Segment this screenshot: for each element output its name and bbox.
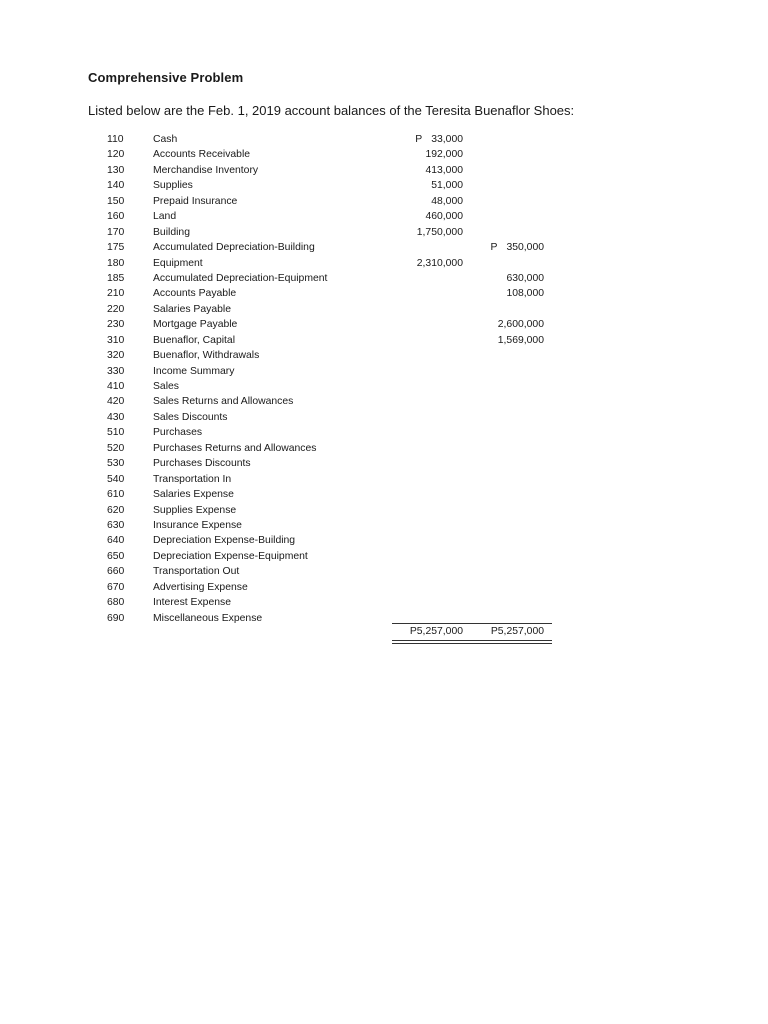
- debit-value: 413,000: [425, 164, 463, 176]
- account-row: [0, 580, 768, 595]
- document-intro: Listed below are the Feb. 1, 2019 account balances of the Teresita Buenaflor Shoes:: [88, 103, 575, 118]
- account-code: 310: [107, 334, 125, 346]
- account-code: 320: [107, 350, 125, 362]
- account-debit: [425, 209, 463, 224]
- account-row: [0, 194, 768, 209]
- account-code: 420: [107, 396, 125, 408]
- account-row: [0, 503, 768, 518]
- account-code: 130: [107, 164, 125, 176]
- credit-value: 630,000: [506, 272, 544, 284]
- account-name: Merchandise Inventory: [153, 164, 259, 176]
- account-row: [0, 225, 768, 240]
- debit-value: 48,000: [431, 195, 463, 207]
- account-code: 660: [107, 566, 125, 578]
- debit-value: 192,000: [425, 149, 463, 161]
- account-code: 630: [107, 519, 125, 531]
- account-code: 530: [107, 458, 125, 470]
- account-name: Income Summary: [153, 365, 235, 377]
- account-row: [0, 487, 768, 502]
- account-row: [0, 286, 768, 301]
- account-name: Supplies Expense: [153, 504, 237, 516]
- account-name: Salaries Payable: [153, 303, 231, 315]
- debit-value: 51,000: [431, 180, 463, 192]
- account-row: [0, 410, 768, 425]
- account-credit: [491, 240, 545, 255]
- totals-double-rule-2: [392, 643, 552, 644]
- account-code: 210: [107, 288, 125, 300]
- account-row: [0, 441, 768, 456]
- account-credit: [506, 286, 544, 301]
- account-code: 175: [107, 242, 125, 254]
- debit-value: 33,000: [431, 134, 463, 145]
- account-code: 510: [107, 427, 125, 439]
- account-row: [0, 533, 768, 548]
- account-row: [0, 163, 768, 178]
- account-credit: [498, 333, 544, 348]
- account-name: Transportation Out: [153, 566, 240, 578]
- account-row: [0, 549, 768, 564]
- account-debit: [417, 256, 463, 271]
- account-code: 650: [107, 550, 125, 562]
- account-code: 140: [107, 180, 125, 192]
- account-row: [0, 271, 768, 286]
- account-name: Prepaid Insurance: [153, 195, 238, 207]
- account-code: 330: [107, 365, 125, 377]
- account-code: 610: [107, 489, 125, 501]
- account-code: 540: [107, 473, 125, 485]
- account-code: 680: [107, 597, 125, 609]
- account-row: [0, 518, 768, 533]
- account-name: Depreciation Expense-Equipment: [153, 550, 308, 562]
- account-row: [0, 178, 768, 193]
- account-code: 430: [107, 411, 125, 423]
- account-row: [0, 132, 768, 147]
- account-debit: [417, 225, 463, 240]
- document-title: Comprehensive Problem: [88, 70, 244, 85]
- account-name: Sales Discounts: [153, 411, 228, 423]
- totals-row: [0, 620, 768, 650]
- account-debit: [425, 163, 463, 178]
- credit-value: 350,000: [506, 242, 544, 254]
- account-row: [0, 302, 768, 317]
- credit-value: 2,600,000: [497, 319, 544, 331]
- account-code: 520: [107, 442, 125, 454]
- totals-top-rule: [392, 623, 552, 624]
- account-row: [0, 425, 768, 440]
- account-code: 230: [107, 319, 125, 331]
- account-name: Supplies: [153, 180, 193, 192]
- credit-value: 1,569,000: [497, 334, 544, 346]
- account-row: [0, 595, 768, 610]
- account-code: 640: [107, 535, 125, 547]
- account-row: [0, 256, 768, 271]
- account-name: Building: [153, 226, 190, 238]
- account-code: 120: [107, 149, 125, 161]
- account-debit: [425, 147, 463, 162]
- account-code: 620: [107, 504, 125, 516]
- account-name: Cash: [153, 134, 178, 145]
- account-row: [0, 317, 768, 332]
- account-name: Insurance Expense: [153, 519, 242, 531]
- account-row: [0, 456, 768, 471]
- account-code: 690: [107, 612, 125, 624]
- account-row: [0, 348, 768, 363]
- account-row: [0, 147, 768, 162]
- account-name: Purchases: [153, 427, 203, 439]
- account-code: 220: [107, 303, 125, 315]
- account-name: Buenaflor, Withdrawals: [153, 350, 260, 362]
- account-name: Purchases Discounts: [153, 458, 251, 470]
- account-code: 410: [107, 381, 125, 392]
- currency-prefix: P: [490, 242, 498, 254]
- account-code: 150: [107, 195, 125, 207]
- account-row: [0, 333, 768, 348]
- total-credit: P5,257,000: [490, 626, 544, 637]
- account-code: 110: [107, 134, 124, 145]
- account-code: 170: [107, 226, 125, 238]
- account-row: [0, 209, 768, 224]
- account-code: 185: [107, 272, 125, 284]
- account-name: Purchases Returns and Allowances: [153, 442, 317, 454]
- account-code: 160: [107, 211, 125, 223]
- account-debit: [415, 132, 463, 147]
- account-code: 670: [107, 581, 125, 593]
- account-code: 180: [107, 257, 125, 269]
- account-name: Equipment: [153, 257, 203, 269]
- account-name: Buenaflor, Capital: [153, 334, 236, 346]
- account-name: Interest Expense: [153, 597, 231, 609]
- debit-value: 460,000: [425, 211, 463, 223]
- debit-value: 1,750,000: [416, 226, 463, 238]
- account-name: Sales Returns and Allowances: [153, 396, 294, 408]
- account-name: Salaries Expense: [153, 489, 234, 501]
- account-name: Mortgage Payable: [153, 319, 238, 331]
- account-debit: [431, 194, 463, 209]
- total-debit: P5,257,000: [409, 626, 463, 637]
- account-row: [0, 240, 768, 255]
- account-credit: [506, 271, 544, 286]
- account-debit: [431, 178, 463, 193]
- account-name: Sales: [153, 381, 179, 392]
- account-row: [0, 472, 768, 487]
- currency-prefix: P: [415, 134, 423, 145]
- account-name: Land: [153, 211, 177, 223]
- account-row: [0, 564, 768, 579]
- account-row: [0, 364, 768, 379]
- totals-double-rule-1: [392, 640, 552, 641]
- account-name: Miscellaneous Expense: [153, 612, 263, 624]
- debit-value: 2,310,000: [416, 257, 463, 269]
- account-row: [0, 379, 768, 394]
- account-credit: [498, 317, 544, 332]
- account-name: Depreciation Expense-Building: [153, 535, 296, 547]
- account-name: Accumulated Depreciation-Building: [153, 242, 315, 254]
- account-name: Accumulated Depreciation-Equipment: [153, 272, 328, 284]
- credit-value: 108,000: [506, 288, 544, 300]
- account-name: Transportation In: [153, 473, 232, 485]
- account-name: Accounts Receivable: [153, 149, 251, 161]
- account-list: [0, 132, 768, 626]
- account-name: Advertising Expense: [153, 581, 248, 593]
- account-row: [0, 394, 768, 409]
- account-name: Accounts Payable: [153, 288, 237, 300]
